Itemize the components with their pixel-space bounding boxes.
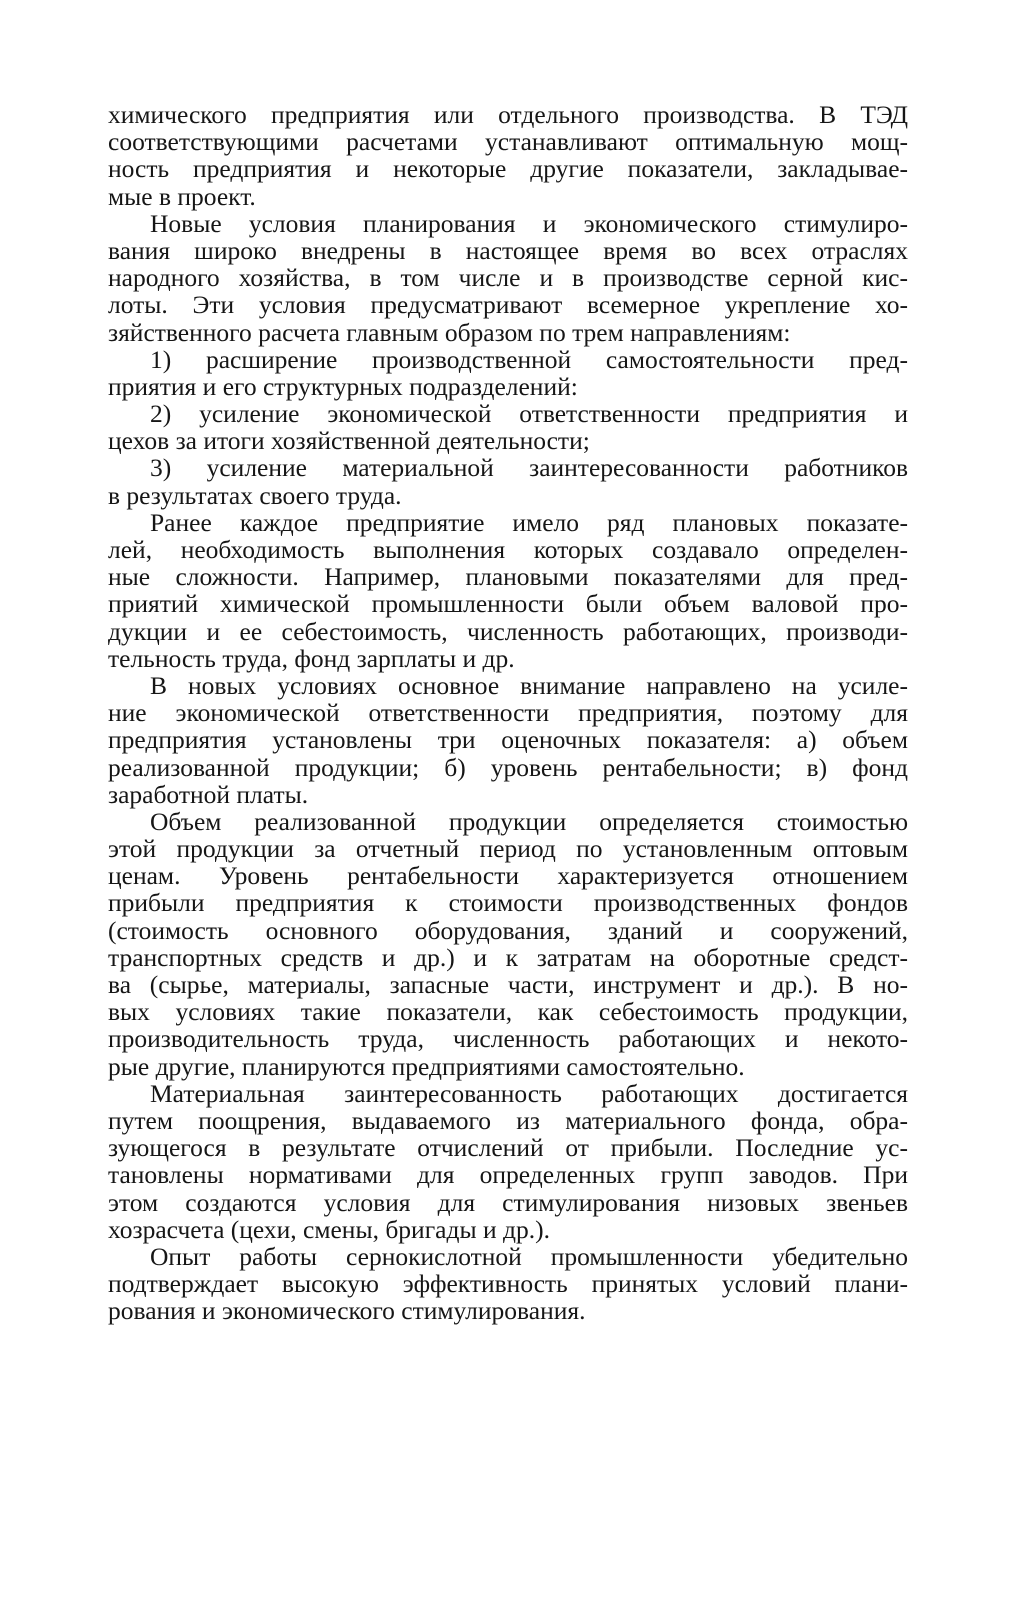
text-line: подтверждает высокую эффективность принятых условий плани- xyxy=(108,1269,908,1299)
text-line: этой продукции за отчетный период по установленным оптовым xyxy=(108,834,908,864)
paragraph xyxy=(108,400,908,454)
text-line: В новых условиях основное внимание направлено на усиле- xyxy=(150,670,908,700)
text-line: хозрасчета (цехи, смены, бригады и др.). xyxy=(108,1214,550,1244)
text-line: ные сложности. Например, плановыми показателями для пред- xyxy=(108,562,908,592)
text-line: Материальная заинтересованность работающих достигается xyxy=(150,1078,908,1108)
text-line: ность предприятия и некоторые другие показатели, закладывае- xyxy=(108,154,908,184)
text-line: вых условиях такие показатели, как себестоимость продукции, xyxy=(108,997,908,1027)
text-line: лей, необходимость выполнения которых создавало определен- xyxy=(108,535,908,564)
text-line: Объем реализованной продукции определяется стоимостью xyxy=(150,806,908,836)
text-line: мые в проект. xyxy=(108,181,256,211)
text-line: 2) усиление экономической ответственности предприятия и xyxy=(150,399,908,429)
text-line: рые другие, планируются предприятиями самостоятельно. xyxy=(108,1051,745,1081)
text-line: Ранее каждое предприятие имело ряд плановых показате- xyxy=(150,507,908,537)
paragraph xyxy=(108,672,908,808)
text-line: заработной платы. xyxy=(108,779,309,809)
text-line: тановлены нормативами для определенных групп заводов. При xyxy=(108,1160,908,1190)
text-line: цехов за итоги хозяйственной деятельности; xyxy=(108,426,590,456)
text-line: зующегося в результате отчислений от прибыли. Последние ус- xyxy=(108,1133,908,1163)
text-line: тельность труда, фонд зарплаты и др. xyxy=(108,643,515,673)
text-line: дукции и ее себестоимость, численность работающих, производи- xyxy=(108,616,908,646)
text-line: производительность труда, численность работающих и некото- xyxy=(108,1024,908,1054)
paragraph xyxy=(108,454,908,508)
text-line: зяйственного расчета главным образом по трем направлениям: xyxy=(108,317,791,347)
text-line: этом создаются условия для стимулирования низовых звеньев xyxy=(108,1187,908,1217)
document-page xyxy=(108,101,908,1324)
text-line: лоты. Эти условия предусматривают всемерное укрепление хо- xyxy=(108,290,908,320)
paragraph xyxy=(108,346,908,400)
text-line: ва (сырье, материалы, запасные части, инструмент и др.). В но- xyxy=(108,970,908,999)
paragraph xyxy=(108,210,908,346)
text-line: вания широко внедрены в настоящее время во всех отраслях xyxy=(108,235,908,265)
text-line: ние экономической ответственности предприятия, поэтому для xyxy=(108,698,908,728)
text-line: химического предприятия или отдельного производства. В ТЭД xyxy=(108,100,908,129)
text-line: 3) усиление материальной заинтересованности работников xyxy=(150,453,908,483)
text-line: приятия и его структурных подразделений: xyxy=(108,371,578,401)
paragraph xyxy=(108,101,908,210)
text-line: народного хозяйства, в том числе и в производстве серной кис- xyxy=(108,263,908,293)
text-line: приятий химической промышленности были объем валовой про- xyxy=(108,589,908,619)
text-line: транспортных средств и др.) и к затратам на оборотные средст- xyxy=(108,942,908,972)
paragraph xyxy=(108,1243,908,1325)
paragraph xyxy=(108,1080,908,1243)
text-line: Новые условия планирования и экономического стимулиро- xyxy=(150,208,908,238)
paragraph xyxy=(108,509,908,672)
text-line: Опыт работы сернокислотной промышленности убедительно xyxy=(150,1241,908,1271)
text-line: рования и экономического стимулирования. xyxy=(108,1296,586,1326)
paragraph xyxy=(108,808,908,1080)
text-line: реализованной продукции; б) уровень рентабельности; в) фонд xyxy=(108,752,908,782)
text-line: предприятия установлены три оценочных показателя: а) объем xyxy=(108,725,908,755)
text-line: в результатах своего труда. xyxy=(108,480,402,510)
text-line: соответствующими расчетами устанавливают оптимальную мощ- xyxy=(108,127,908,157)
text-line: прибыли предприятия к стоимости производственных фондов xyxy=(108,888,908,918)
text-line: (стоимость основного оборудования, зданий и сооружений, xyxy=(108,915,908,945)
text-line: путем поощрения, выдаваемого из материального фонда, обра- xyxy=(108,1105,908,1135)
text-line: ценам. Уровень рентабельности характеризуется отношением xyxy=(108,861,908,891)
text-line: 1) расширение производственной самостоятельности пред- xyxy=(150,344,908,374)
